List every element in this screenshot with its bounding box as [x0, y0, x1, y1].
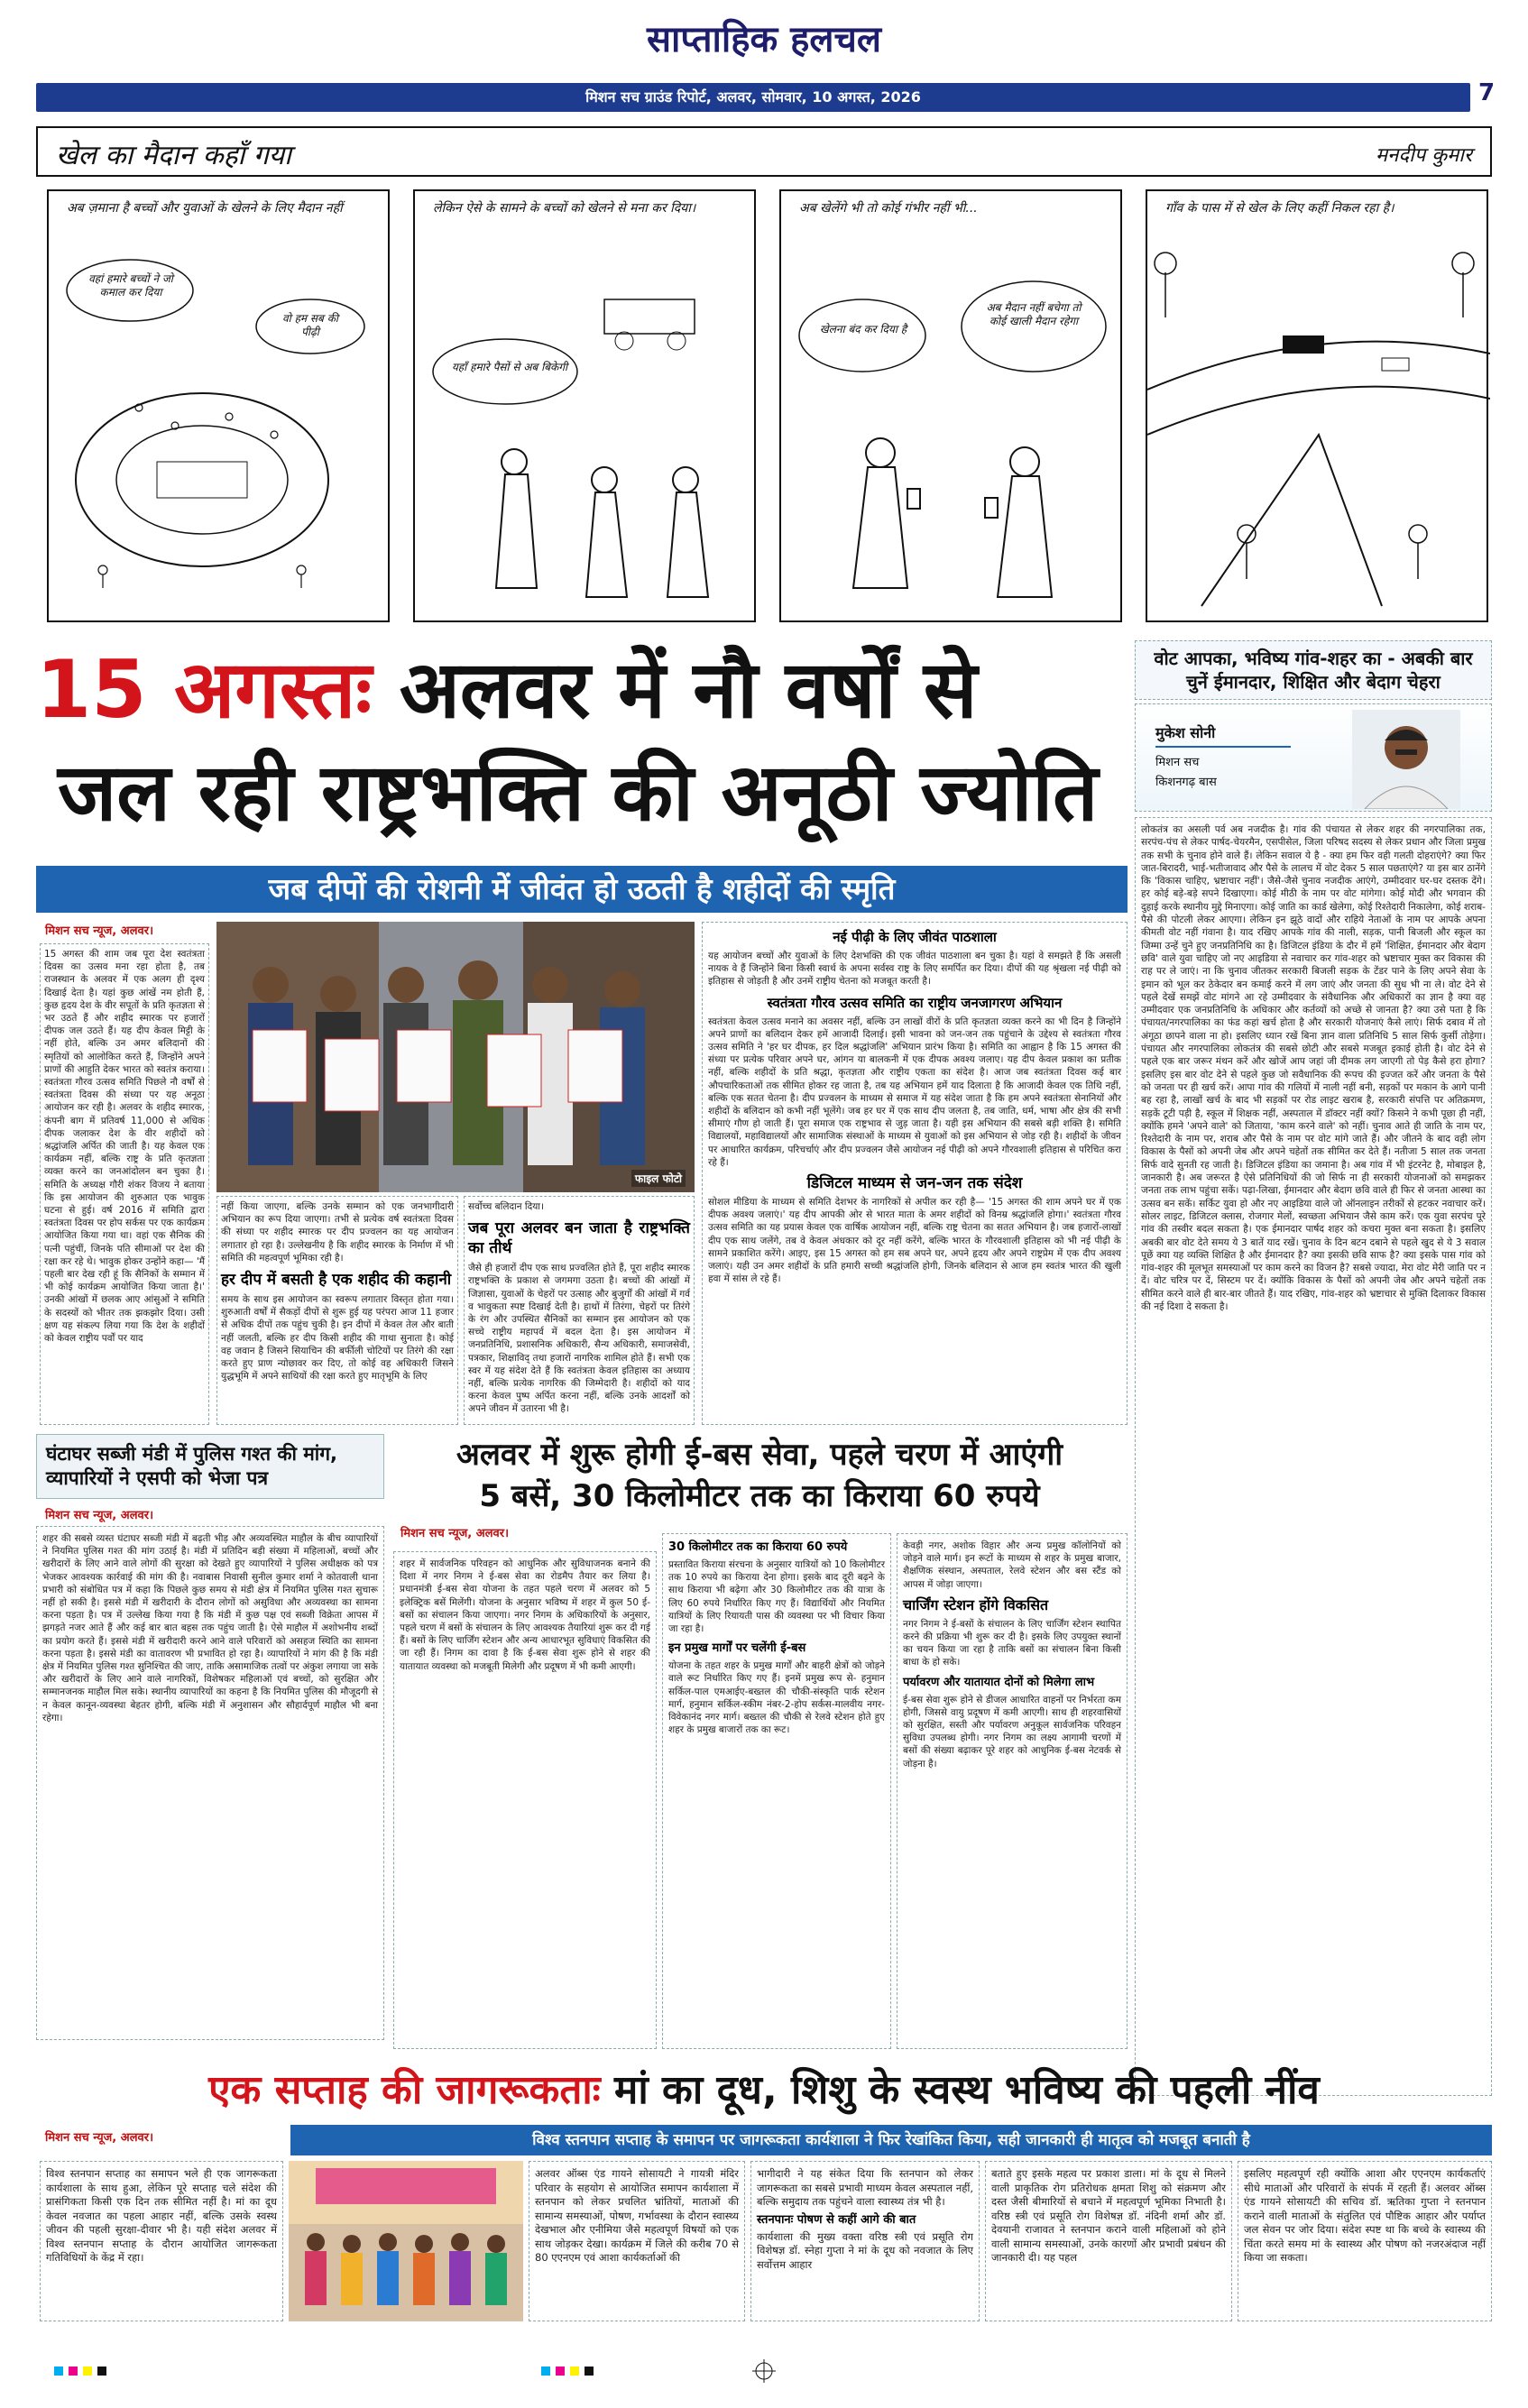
panel-1-bubble-1: वहां हमारे बच्चों ने जो कमाल कर दिया — [88, 272, 173, 299]
lead-col-1: 15 अगस्त की शाम जब पूरा देश स्वतंत्रता दिवस का उत्सव मना रहा होता है, तब राजस्थान के अलवर में एक अलग ही दृश्य दिखाई देता है। यहां कुछ आंखें नम होती हैं, कुछ हृदय देश के वीर सपूतों के प्रति कृतज्ञता से भर उठते हैं और शहीद स्मारक पर हजारों दीपक जल उठते हैं। यह दीप केवल मिट्टी के नहीं होते, बल्कि उन अमर बलिदानों की स्मृतियों को आलोकित करते हैं, जिन्होंने अपने प्राणों की आहुति देकर भारत को स्वतंत्र कराया। स्वतंत्रता गौरव उत्सव समिति पिछले नौ वर्षों से स्वतंत्रता दिवस की संध्या पर यह अनूठा आयोजन कर रही है। अलवर के शहीद स्मारक, कंपनी बाग में प्रतिवर्ष 11,000 से अधिक दीपक जलाकर देश के वीर शहीदों को श्रद्धांजलि अर्पित की जाती है। यह केवल एक कार्यक्रम नहीं, बल्कि राष्ट्र के प्रति कृतज्ञता व्यक्त करने का जनआंदोलन बन चुका है। समिति के अध्यक्ष गौरी शंकर विजय ने बताया कि इस आयोजन की शुरुआत एक भावुक घटना से हुई। वर्ष 2016 में समिति द्वारा स्वतंत्रता दिवस पर होप सर्कस पर एक कार्यक्रम आयोजित किया गया था। वहां एक सैनिक की पत्नी पहुंचीं, जिनके पति सीमाओं पर देश की रक्षा कर रहे थे। भावुक होकर उन्होंने कहा— 'मैं पहली बार देख रही हूं कि सैनिकों के सम्मान में भी कोई कार्यक्रम आयोजित किया जाता है।' उनकी आंखों में छलक आए आंसुओं ने समिति के सदस्यों को भीतर तक झकझोर दिया। उसी क्षण यह संकल्प लिया गया कि देश के शहीदों को केवल राष्ट्रीय पर्वों पर याद — [40, 943, 209, 1425]
cartoon-author: मनदीप कुमार — [1376, 144, 1472, 167]
story3-sub-3: चार्जिंग स्टेशन होंगे विकसित — [903, 1595, 1049, 1613]
cartoon-title: खेल का मैदान कहाँ गया — [56, 140, 291, 171]
lead-right-subhead-1: नई पीढ़ी के लिए जीवंत पाठशाला — [833, 929, 997, 945]
story3-sub-2: इन प्रमुख मार्गों पर चलेंगी ई-बस — [668, 1641, 806, 1656]
story4-col-2: अलवर ऑब्स एंड गायने सोसायटी ने गायत्री मंदिर परिवार के सहयोग से आयोजित समापन कार्यशाला में स्तनपान को लेकर प्रचलित भ्रांतियों, माताओं की सामान्य समस्याओं, पोषण, गर्भावस्था के दौरान स्वास्थ्य देखभाल और एनीमिया जैसे महत्वपूर्ण विषयों को एक साथ जोड़कर देखा। कार्यक्रम में जिले की करीब 70 से 80 एएनएम एवं आशा कार्यकर्ताओं की — [529, 2161, 745, 2321]
stadium-drawing — [49, 191, 391, 624]
lead-col-3: सर्वोच्च बलिदान दिया। जब पूरा अलवर बन जाता है राष्ट्रभक्ति का तीर्थ जैसे ही हजारों दीप एक साथ प्रज्वलित होते हैं, पूरा शहीद स्मारक राष्ट्रभक्ति के प्रकाश से जगमगा उठता है। बच्चों की आंखों में जिज्ञासा, युवाओं के चेहरों पर उत्साह और बुजुर्गों की आंखों में गर्व व भावुकता स्पष्ट दिखाई देती है। हाथों में तिरंगा, चेहरों पर तिरंगे के रंग और उपस्थित सैनिकों का सम्मान इस आयोजन को एक सच्चे राष्ट्रीय महापर्व में बदल देता है। इस आयोजन में जनप्रतिनिधि, प्रशासनिक अधिकारी, सैन्य अधिकारी, समाजसेवी, पत्रकार, शिक्षाविद् तथा हजारों नागरिक शामिल होते हैं। सभी एक स्वर में यह संदेश देते हैं कि स्वतंत्रता केवल इतिहास का अध्याय नहीं, बल्कि प्रत्येक नागरिक की जिम्मेदारी है। शहीदों को याद करना केवल पुष्प अर्पित करना नहीं, बल्कि उनके आदर्शों को अपने जीवन में उतारना भी है। — [464, 1196, 695, 1425]
side-author-place: किशनगढ़ बास — [1155, 776, 1217, 789]
story3-sub-1: 30 किलोमीटर तक का किराया 60 रुपये — [668, 1540, 848, 1554]
panel-1-bubble-2: वो हम सब की पीढ़ी — [281, 312, 339, 338]
side-body: लोकतंत्र का असली पर्व अब नजदीक है। गांव की पंचायत से लेकर शहर की नगरपालिका तक, सरपंच-पंच से लेकर पार्षद-चेयरमैन, एसपीसेल, जिला परिषद सदस्य से लेकर प्रधान और जिला प्रमुख तक सभी के चुनाव होने वाले हैं। लेकिन सवाल ये है - क्या हम फिर वही गलती दोहराएंगे? क्या फिर जात-बिरादरी, भाई-भतीजावाद और पैसे के लालच में वोट देकर 5 साल पछताएंगे? या इस बार ठानेंगे कि 'विकास चाहिए, भ्रष्टाचार नहीं'। जैसे-जैसे चुनाव नजदीक आएंगे, उम्मीदवार घर-घर दस्तक देंगे। हर कोई बड़े-बड़े सपने दिखाएगा। कोई मीठी के नाम पर वोट मांगेगा। कोई मोदी और भगवान की दुहाई करके स्थानीय मुद्दे मिनाएगा। कोई जाति का कार्ड खेलेगा, कोई रिश्तेदारी निकालेगा, कोई शराब-पैसे की पोटली लेकर आएगा। लेकिन इन झूठे वादों और राहिये नेताओं के नाम पर आपके अपना कीमती वोट नहीं गंवाना है। याद रखिए आपके गांव की नाली, सड़क, पानी बिजली और स्कूल का जिम्मा उन्हें चुने हुए जनप्रतिनिधि का है। डिजिटल इंडिया के दौर में हमें 'शिक्षित, ईमानदार और बेदाग छवि' वाले युवा चाहिए जो नए आइडिया से नवाचार कर गांव-शहर को भ्रष्टाचार मुक्त कर विकास की राह पर ले जाएं। ना कि चुनाव जीतकर सरकारी बिजली सड़क के टेंडर पाने के लिए अपने सेवा के इमान को भूल कर ठेकेदार बन कमाई करने में लग जाएं और जनता की सुध भी ना ले। वोट देने से पहले देखें समझें वोट मांगने आ रहे उम्मीदवार के संवैधानिक और अधिकारों का ज्ञान है क्या वह उम्मीदवार एक जनप्रतिनिधि के अधिकार और कर्तव्यों को अच्छे से जानता है? क्या उसे पता है कि पंचायत/नगरपालिका का फंड कहां खर्च होता है और सरकारी योजनाएं कैसे लाएं। सिर्फ दबाव में तो अंगूठा छापने वाला ना हो। इसलिए ध्यान रखें बिना ज्ञान वाला प्रतिनिधि 5 साल सिर्फ कुर्सी तोड़ेगा। पंचायत और नगरपालिका लोकतंत्र की सबसे छोटी और सबसे मजबूत इकाई होती है। वोट देने से पहले एक बार जरूर मंथन करें और खोजें आप जहां जी दीमक लग जाएगी तो पेड़ कैसे हरा होगा? इसलिए इस बार वोट देने से पहले कुछ जो सवैधानिक की रूपच की इज्जत करें और जनता के पैसे को जनता पर ही खर्च करें। आपा गांव की गलियों में नाली नहीं बनी, सड़कों पर मकान के आगे पानी बह रहा है, लाखों खर्च के बाद भी सड़कों पर रोड लाइट खराब है, सरकारी संपत्ति पर अतिक्रमण, सड़कें टूटी पड़ी है, स्कूल में शिक्षक नहीं, अस्पताल में डॉक्टर नहीं क्यों? किसने ने कभी पूछा ही नहीं, क्योंकि हमने 'अपने वाले' को जिताया, 'काम करने वाले' को नहीं। चुनाव आते ही जाति के नाम पर, रिश्तेदारी के नाम पर, शराब और पैसे के नाम पर वोट मांगे जाते हैं। और जीतने के बाद वही लोग विकास के पैसों को अपनी जेब और अपने चहेतों तक सीमित कर देते हैं। नतीजा 5 साल तक जनता सिर्फ वादे सुनती रह जाती है। डिजिटल इंडिया का जमाना है। अब गांव में भी इंटरनेट है, मोबाइल है, जानकारी है। अब जरूरत है ऐसे प्रतिनिधियों की जो सिर्फ ना ही सरकारी योजनाओं को समझकर जनता तक लाभ पहुंचा सकें। पढ़ा-लिखा, ईमानदार और बेदाग छवि वाले ही फिर से जनता आस्था का उत्सव बन सकें। सर्किट युवा हो और नए आइडिया वाले जो ऑनलाइन तरीकों से हटकर नवाचार करें। सोलर लाइट, डिजिटल क्लास, रोजगार मेलों, स्वच्छता अभियान जैसे काम करें। एक युवा सरपंच पूरे गांव की तस्वीर बदल सकता है। एक ईमानदार पार्षद शहर को कचरा मुक्त बना सकता है। इसलिए अबकी बार वोट देते समय ये 3 बातें याद रखें। चुनाव के दिन बटन दबाने से पहले खुद से ये 3 सवाल पूछें क्या यह व्यक्ति शिक्षित है और ईमानदार है? क्या इसकी छवि साफ है? क्या इसके पास गांव को गांव-शहर की मूलभूत समस्याओं पर काम करने का विजन है? सबसे ज्यादा, मेरा वोट मेरी जाति पर न दें। वोट चरित्र पर दें, सिस्टम पर दें। क्योंकि विकास के पैसों को अपनी जेब और अपने चहेतों तक सीमित करने वाले ही बार-बार जीतते हैं। याद रखिए, गांव-शहर को भ्रष्टाचार से मुक्ति दिलाकर विकास की नई दिशा दे सकता है। — [1135, 817, 1492, 2096]
story4-subhead-bar — [290, 2125, 1492, 2155]
edition-line: मिशन सच ग्राउंड रिपोर्ट, अलवर, सोमवार, 10 अगस्त, 2026 — [585, 88, 921, 106]
story3-col-3: केवड़ी नगर, अशोक विहार और अन्य प्रमुख कॉलोनियों को जोड़ने वाले मार्ग। इन रूटों के माध्यम से शहर के प्रमुख बाजार, शैक्षणिक संस्थान, अस्पताल, रेलवे स्टेशन और बस स्टैंड को आपस में जोड़ा जाएगा। चार्जिंग स्टेशन होंगे विकसित नगर निगम ने ई-बसों के संचालन के लिए चार्जिंग स्टेशन स्थापित करने की प्रक्रिया भी शुरू कर दी है। इसके लिए उपयुक्त स्थानों का चयन किया जा रहा है ताकि बसों का संचालन बिना किसी बाधा के हो सके। पर्यावरण और यातायात दोनों को मिलेगा लाभ ई-बस सेवा शुरू होने से डीजल आधारित वाहनों पर निर्भरता कम होगी, जिससे वायु प्रदूषण में कमी आएगी। साथ ही शहरवासियों को सुरक्षित, सस्ती और पर्यावरण अनुकूल सार्वजनिक परिवहन सुविधा उपलब्ध होगी। नगर निगम का लक्ष्य आगामी चरणों में बसों की संख्या बढ़ाकर पूरे शहर को आधुनिक ई-बस नेटवर्क से जोड़ना है। — [897, 1533, 1128, 2049]
cartoon-panel-3 — [779, 189, 1122, 622]
masthead-title: साप्ताहिक हलचल — [646, 18, 881, 60]
bulldozer-drawing — [415, 191, 758, 624]
lead-photo — [216, 922, 695, 1192]
edition-bar — [36, 83, 1470, 112]
photo-caption: फाइल फोटो — [631, 1170, 686, 1187]
story3-byline: मिशन सच न्यूज, अलवर। — [400, 1527, 509, 1540]
side-headline: वोट आपका, भविष्य गांव-शहर का - अबकी बार चुनें ईमानदार, शिक्षित और बेदाग चेहरा — [1135, 640, 1492, 700]
side-column — [1135, 640, 1492, 2052]
lead-headline-line2: जल रही राष्ट्रभक्ति की अनूठी ज्योति — [58, 746, 1099, 839]
story4-byline: मिशन सच न्यूज, अलवर। — [45, 2131, 153, 2145]
lead-col2-subhead: हर दीप में बसती है एक शहीद की कहानी — [221, 1271, 452, 1290]
group-photo — [216, 922, 695, 1192]
panel-1-caption: अब ज़माना है बच्चों और युवाओं के खेलने के लिए मैदान नहीं — [67, 201, 343, 216]
story4-headline-red: एक सप्ताह की जागरूकताः — [208, 2067, 601, 2113]
story2-byline: मिशन सच न्यूज, अलवर। — [45, 1509, 153, 1522]
story2-body: शहर की सबसे व्यस्त घंटाघर सब्जी मंडी में बढ़ती भीड़ और अव्यवस्थित माहौल के बीच व्यापारियों ने नियमित पुलिस गश्त की मांग उठाई है। मंडी में प्रतिदिन बड़ी संख्या में महिलाओं, बच्चों और खरीदारों के लिए आने वाले लोगों की सुरक्षा को देखते हुए व्यापारियों ने पुलिस अधीक्षक को पत्र भेजकर आवश्यक कार्रवाई की मांग की है। नवाबास निवासी सुनील कुमार शर्मा ने कोतवाली थाना प्रभारी को संबोधित पत्र में कहा कि पिछले कुछ समय से मंडी क्षेत्र में नियमित पुलिस गश्त सुचारू नहीं हो सकी है। इससे मंडी में खरीदारी के दौरान लोगों को असुविधा और अव्यवस्था का सामना करना पड़ता है। पत्र में उल्लेख किया गया है कि मंडी में कुछ पक्ष एवं सब्जी विक्रेता आपस में झगड़ते नजर आते हैं और कई बार बात बहस तक पहुंच जाती है। ऐसे माहौल में अशोभनीय शब्दों का प्रयोग करते हैं। इससे मंडी में खरीदारी करने आने वाले परिवारों को असहज स्थिति का सामना करना पड़ता है। इससे मंडी का वातावरण भी प्रभावित हो रहा है। व्यापारियों ने मांग की है कि मंडी क्षेत्र में नियमित पुलिस गश्त सुनिश्चित की जाए, ताकि असामाजिक तत्वों पर अंकुश लगाया जा सके और खरीदारों के लिए आने वाले नागरिकों, विशेषकर महिलाओं एवं बच्चों, को सुरक्षित और सम्मानजनक माहौल मिल सके। स्थानीय व्यापारियों का कहना है कि नियमित पुलिस की मौजूदगी से न केवल कानून-व्यवस्था बेहतर होगी, बल्कि मंडी में अनुशासन और सौहार्दपूर्ण माहौल भी बना रहेगा। — [36, 1526, 384, 2040]
story4-photo — [289, 2161, 523, 2321]
side-author-name: मुकेश सोनी — [1155, 724, 1216, 741]
story4-col-1: विश्व स्तनपान सप्ताह का समापन भले ही एक जागरूकता कार्यशाला के साथ हुआ, लेकिन पूरे सप्ताह चले संदेश की प्रासंगिकता किसी एक दिन तक सीमित नहीं है। मां का दूध केवल नवजात का पहला आहार नहीं, बल्कि उसके स्वस्थ जीवन की पहली सुरक्षा-दीवार भी है। यही संदेश अलवर में विश्व स्तनपान सप्ताह के दौरान आयोजित जागरूकता गतिविधियों के केंद्र में रहा। — [40, 2161, 283, 2321]
page-number: 7 — [1477, 79, 1496, 106]
panel-3-caption: अब खेलेंगे भी तो कोई गंभीर नहीं भी... — [799, 201, 978, 216]
story4-col-4: बताते हुए इसके महत्व पर प्रकाश डाला। मां के दूध से मिलने वाली प्राकृतिक रोग प्रतिरोधक क्षमता शिशु को संक्रमण और दस्त जैसी बीमारियों से बचाने में महत्वपूर्ण भूमिका निभाती है। वरिष्ठ स्त्री एवं प्रसूति रोग विशेषज्ञ डॉ. नंदिनी शर्मा और डॉ. देवयानी राजावत ने स्तनपान कराने वाली महिलाओं को होने वाली सामान्य समस्याओं, उनके कारणों और प्रभावी प्रबंधन की जानकारी दी। यह पहल — [985, 2161, 1232, 2321]
cartoon-panel-2 — [413, 189, 756, 622]
masthead-rule — [36, 0, 1492, 4]
lead-headline-red: 15 अगस्तः — [36, 643, 373, 736]
story3-headline-2: 5 बसें, 30 किलोमीटर तक का किराया 60 रुपये — [479, 1478, 1040, 1514]
panel-3-bubble-2: अब मैदान नहीं बचेगा तो कोई खाली मैदान रहेगा — [986, 301, 1082, 327]
panel-2-caption: लेकिन ऐसे के सामने के बच्चों को खेलने से मना कर दिया। — [433, 201, 696, 216]
panel-3-bubble-1: खेलना बंद कर दिया है — [819, 323, 907, 335]
story4-col-3: भागीदारी ने यह संकेत दिया कि स्तनपान को लेकर जागरूकता का सबसे प्रभावी माध्यम केवल अस्पताल नहीं, बल्कि समुदाय तक पहुंचने वाला स्वास्थ्य तंत्र भी है। स्तनपानः पोषण से कहीं आगे की बात कार्यशाला की मुख्य वक्ता वरिष्ठ स्त्री एवं प्रसूति रोग विशेषज्ञ डॉ. स्नेहा गुप्ता ने मां के दूध को नवजात के लिए सर्वोत्तम आहार — [750, 2161, 980, 2321]
cartoon-panel-4 — [1146, 189, 1488, 622]
story3-col-2: 30 किलोमीटर तक का किराया 60 रुपये प्रस्तावित किराया संरचना के अनुसार यात्रियों को 10 किलोमीटर तक 10 रुपये का किराया देना होगा। इसके बाद दूरी बढ़ने के साथ किराया भी बढ़ेगा और 30 किलोमीटर तक की यात्रा के लिए 60 रुपये निर्धारित किए गए हैं। विद्यार्थियों और नियमित यात्रियों के लिए रियायती पास की व्यवस्था पर भी विचार किया जा रहा है। इन प्रमुख मार्गों पर चलेंगी ई-बस योजना के तहत शहर के प्रमुख मार्गों और बाहरी क्षेत्रों को जोड़ने वाले रूट निर्धारित किए गए हैं। इनमें प्रमुख रूप से- हनुमान सर्किल-पाल एमआईए-बख्तल की चौकी-संस्कृति पार्क स्टेशन मार्ग, हनुमान सर्किल-स्कीम नंबर-2-होप सर्कस-मालवीय नगर-विवेकानंद नगर मार्ग। बख्तल की चौकी से रेलवे स्टेशन होते हुए शहर के प्रमुख बाजारों तक का रूट। — [662, 1533, 891, 2049]
lead-right-subhead-2: स्वतंत्रता गौरव उत्सव समिति का राष्ट्रीय जनजागरण अभियान — [767, 994, 1063, 1011]
lead-col-right: नई पीढ़ी के लिए जीवंत पाठशाला यह आयोजन बच्चों और युवाओं के लिए देशभक्ति की एक जीवंत पाठशाला बन चुका है। यहां वे समझते हैं कि असली नायक वे हैं जिन्होंने बिना किसी स्वार्थ के अपना सर्वस्व राष्ट्र के लिए समर्पित कर दिया। दीपों की यह श्रृंखला नई पीढ़ी को इतिहास से जोड़ती है और उनमें राष्ट्रीय चेतना को मजबूत करती है। स्वतंत्रता गौरव उत्सव समिति का राष्ट्रीय जनजागरण अभियान स्वतंत्रता केवल उत्सव मनाने का अवसर नहीं, बल्कि उन लाखों वीरों के प्रति कृतज्ञता व्यक्त करने का भी दिन है जिन्होंने अपने प्राणों का बलिदान देकर हमें आजादी दिलाई। इसी भावना को जन-जन तक पहुंचाने के उद्देश्य से स्वतंत्रता गौरव उत्सव समिति ने 'हर घर दीपक, हर दिल श्रद्धांजलि' अभियान प्रारंभ किया है। समिति का आह्वान है कि 15 अगस्त की संध्या पर प्रत्येक परिवार अपने घर, आंगन या बालकनी में एक दीपक अवश्य जलाए। यह दीप केवल प्रकाश का प्रतीक नहीं, बल्कि शहीदों के प्रति श्रद्धा, कृतज्ञता और राष्ट्रीय एकता का संदेश है। आज जब स्वतंत्रता दिवस कई बार औपचारिकताओं तक सीमित होकर रह जाता है, तब यह अभियान हमें याद दिलाता है कि आजादी केवल एक तिथि नहीं, बल्कि एक सतत चेतना है। दीप प्रज्वलन के माध्यम से समाज में यह संदेश जाता है कि हम अपने स्वतंत्रता सेनानियों और शहीदों के बलिदान को कभी नहीं भूलेंगे। जब हर घर में एक साथ दीप जलता है, तब जाति, धर्म, भाषा और क्षेत्र की सभी सीमाएं गौण हो जाती हैं। पूरा समाज एक राष्ट्रभाव से जुड़ जाता है। यही इस अभियान की सबसे बड़ी शक्ति है। समिति विद्यालयों, महाविद्यालयों और सामाजिक संस्थाओं के माध्यम से युवाओं को इस अभियान से जोड़ रही है। शहीदों के जीवन पर आधारित कार्यक्रम, परिचर्चाएं और दीप प्रज्वलन जैसे आयोजन नई पीढ़ी को अपने गौरवशाली इतिहास से परिचित करा रहे हैं। डिजिटल माध्यम से जन-जन तक संदेश सोशल मीडिया के माध्यम से समिति देशभर के नागरिकों से अपील कर रही है— '15 अगस्त की शाम अपने घर में एक दीपक अवश्य जलाएं।' यह दीप आपकी ओर से भारत माता के अमर शहीदों को विनम्र श्रद्धांजलि होगा।' स्वतंत्रता गौरव उत्सव समिति का यह प्रयास केवल एक वार्षिक आयोजन नहीं, बल्कि राष्ट्र चेतना का सतत अभियान है। जब हजारों-लाखों दीप एक साथ जलेंगे, तब वे केवल अंधकार को दूर नहीं करेंगे, बल्कि भारत के गौरवशाली इतिहास को भी नई पीढ़ी के सामने प्रकाशित करेंगे। आइए, इस 15 अगस्त को हम सब अपने घर, अपने हृदय और अपने राष्ट्रप्रेम में एक दीप अवश्य जलाएं। यही उन अमर शहीदों के प्रति हमारी सच्ची श्रद्धांजलि होगी, जिनके बलिदान से आज हम स्वतंत्र भारत की खुली हवा में सांस ले रहे हैं। — [702, 922, 1128, 1425]
lead-col-2: नहीं किया जाएगा, बल्कि उनके सम्मान को एक जनभागीदारी अभियान का रूप दिया जाएगा। तभी से प्रत्येक वर्ष स्वतंत्रता दिवस की संध्या पर शहीद स्मारक पर दीप प्रज्वलन का यह आयोजन लगातार हो रहा है। उल्लेखनीय है कि शहीद स्मारक के निर्माण में भी समिति की महत्वपूर्ण भूमिका रही है। हर दीप में बसती है एक शहीद की कहानी समय के साथ इस आयोजन का स्वरूप लगातार विस्तृत होता गया। शुरुआती वर्षों में सैकड़ों दीपों से शुरू हुई यह परंपरा आज 11 हजार से अधिक दीपों तक पहुंच चुकी है। इन दीपों में केवल तेल और बाती नहीं जलती, बल्कि हर दीप किसी शहीद की गाथा सुनाता है। कोई वह जवान है जिसने सियाचिन की बर्फीली चोटियों पर तिरंगे की रक्षा करते हुए प्राण न्योछावर कर दिए, तो कोई वह अधिकारी जिसने युद्धभूमि में अपने साथियों की रक्षा करते हुए मातृभूमि के लिए — [216, 1196, 458, 1425]
panel-4-caption: गाँव के पास में से खेल के लिए कहीं निकल रहा है। — [1165, 201, 1395, 216]
cartoon-header — [36, 126, 1492, 177]
lead-subhead-bar — [36, 866, 1128, 913]
lead-headline-line1: अलवर में नौ वर्षों से — [399, 643, 978, 736]
lead-headline — [36, 640, 1128, 857]
side-author-org: मिशन सच — [1155, 756, 1200, 769]
story3-sub-4: पर्यावरण और यातायात दोनों को मिलेगा लाभ — [903, 1675, 1095, 1689]
story4-headline — [36, 2061, 1492, 2120]
print-registration-marks — [0, 2354, 1528, 2390]
masthead — [0, 0, 1528, 115]
author-photo — [1352, 710, 1460, 809]
story4-headline-rest: मां का दूध, शिशु के स्वस्थ भविष्य की पहली नींव — [614, 2067, 1320, 2113]
mobile-kids-drawing — [781, 191, 1124, 624]
lead-right-subhead-3: डिजिटल माध्यम से जन-जन तक संदेश — [806, 1174, 1023, 1193]
cartoon-strip — [36, 126, 1492, 631]
story3-col-1: शहर में सार्वजनिक परिवहन को आधुनिक और सुविधाजनक बनाने की दिशा में नगर निगम ने ई-बस सेवा का रोडमैप तैयार कर लिया है। प्रधानमंत्री ई-बस सेवा योजना के तहत पहले चरण में अलवर को 5 इलेक्ट्रिक बसें मिलेंगी। योजना के अनुसार भविष्य में शहर में कुल 50 ई-बसों का संचालन किया जाएगा। नगर निगम के अधिकारियों के अनुसार, पहले चरण में बसों के संचालन के लिए आवश्यक तैयारियां शुरू कर दी गई हैं। बसों के लिए चार्जिंग स्टेशन और अन्य आधारभूत सुविधाएं विकसित की जा रही हैं। निगम का दावा है कि ई-बस सेवा शुरू होने से शहर की यातायात व्यवस्था को मजबूती मिलेगी और प्रदूषण में भी कमी आएगी। — [393, 1551, 657, 2049]
story4-col-5: इसलिए महत्वपूर्ण रही क्योंकि आशा और एएनएम कार्यकर्ताएं सीधे माताओं और परिवारों के संपर्क में रहती हैं। अलवर ऑब्स एंड गायने सोसायटी की सचिव डॉ. ऋतिका गुप्ता ने स्तनपान कराने वाली माताओं के संतुलित एवं पौष्टिक आहार और पर्याप्त जल सेवन पर जोर दिया। संदेश स्पष्ट था कि बच्चे के स्वास्थ्य की चिंता करते समय मां के स्वास्थ्य और पोषण को नजरअंदाज नहीं किया जा सकता। — [1238, 2161, 1492, 2321]
lead-subhead: जब दीपों की रोशनी में जीवंत हो उठती है शहीदों की स्मृति — [268, 871, 896, 906]
cartoon-panel-1 — [47, 189, 390, 622]
story3-headline-1: अलवर में शुरू होगी ई-बस सेवा, पहले चरण में आएंगी — [456, 1437, 1063, 1473]
side-author-box — [1135, 703, 1492, 812]
story4-subhead: विश्व स्तनपान सप्ताह के समापन पर जागरूकता कार्यशाला ने फिर रेखांकित किया, सही जानकारी ही मातृत्व को मजबूत बनाती है — [532, 2131, 1250, 2149]
panel-2-bubble: यहाँ हमारे पैसों से अब बिकेगी — [451, 361, 568, 373]
registration-icon — [0, 2354, 1528, 2390]
story2 — [36, 1434, 384, 2049]
workshop-photo — [289, 2161, 523, 2321]
lead-byline: मिशन सच न्यूज, अलवर। — [45, 924, 153, 938]
highway-drawing — [1147, 191, 1490, 624]
story2-headline: घंटाघर सब्जी मंडी में पुलिस गश्त की मांग, व्यापारियों ने एसपी को भेजा पत्र — [36, 1434, 384, 1499]
lead-col3-subhead: जब पूरा अलवर बन जाता है राष्ट्रभक्ति का तीर्थ — [468, 1219, 690, 1258]
story4-sub: स्तनपानः पोषण से कहीं आगे की बात — [757, 2212, 916, 2227]
